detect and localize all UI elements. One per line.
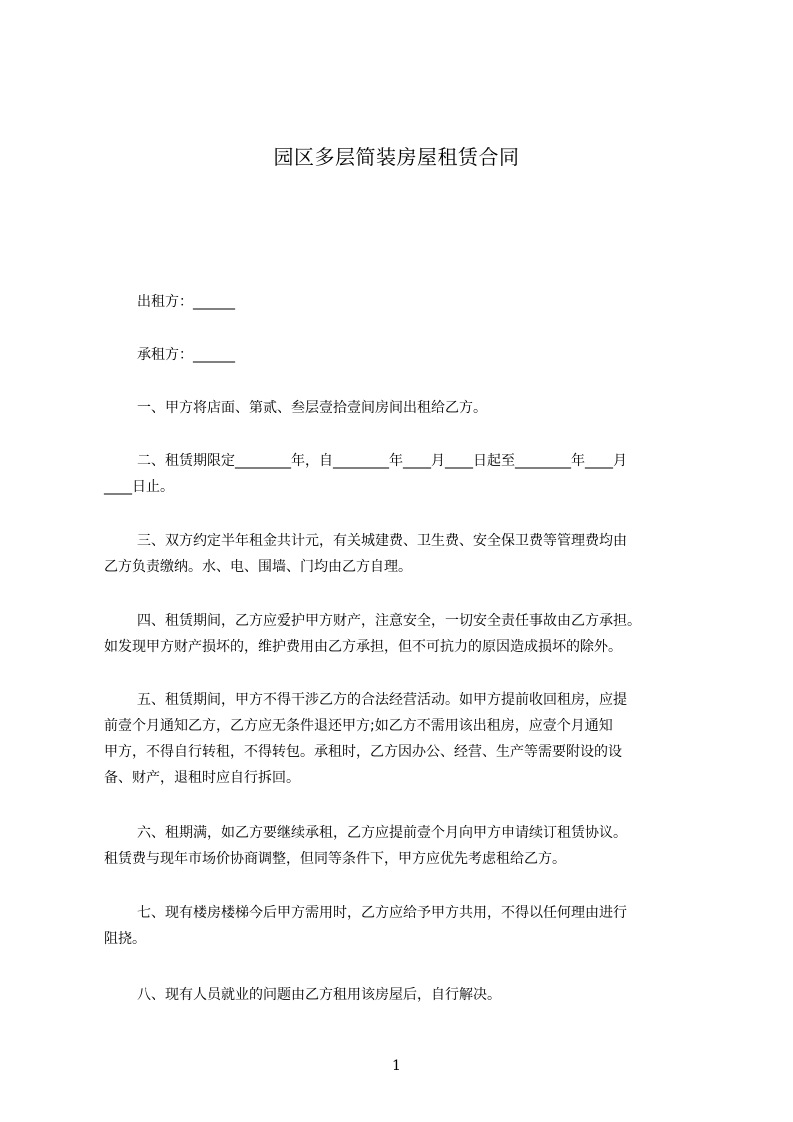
clause-line: 一、甲方将店面、第贰、叁层壹拾壹间房间出租给乙方。 xyxy=(137,400,487,416)
lessor-line: 出租方：______ xyxy=(137,294,235,310)
clause-line: 如发现甲方财产损坏的，维护费用由乙方承担，但不可抗力的原因造成损坏的除外。 xyxy=(104,639,622,655)
document-title: 园区多层简装房屋租赁合同 xyxy=(273,145,520,169)
clause-3 xyxy=(104,528,704,580)
clause-line: 四、租赁期间，乙方应爱护甲方财产，注意安全，一切安全责任事故由乙方承担。 xyxy=(137,613,641,629)
clause-line: 五、租赁期间，甲方不得干涉乙方的合法经营活动。如甲方提前收回租房，应提 xyxy=(137,692,627,708)
clause-line: 甲方，不得自行转租，不得转包。承租时，乙方因办公、经营、生产等需要附设的设 xyxy=(104,744,622,760)
clause-8 xyxy=(104,982,704,1008)
clause-6 xyxy=(104,820,704,872)
clause-line: 阻挠。 xyxy=(104,931,146,947)
clause-line: 租赁费与现年市场价协商调整，但同等条件下，甲方应优先考虑租给乙方。 xyxy=(104,851,566,867)
clause-line: 备、财产，退租时应自行拆回。 xyxy=(104,770,300,786)
clause-5 xyxy=(104,687,704,791)
clause-line: 六、租期满，如乙方要继续承租，乙方应提前壹个月向甲方申请续订租赁协议。 xyxy=(137,825,627,841)
clause-line: 八、现有人员就业的问题由乙方租用该房屋后，自行解决。 xyxy=(137,987,501,1003)
clause-1 xyxy=(104,395,704,421)
clause-line: 三、双方约定半年租金共计元，有关城建费、卫生费、安全保卫费等管理费均由 xyxy=(137,533,627,549)
clause-4 xyxy=(104,608,704,660)
clause-line: 前壹个月通知乙方，乙方应无条件退还甲方;如乙方不需用该出租房，应壹个月通知 xyxy=(104,718,613,734)
clause-line: ____日止。 xyxy=(104,479,174,495)
page-number: 1 xyxy=(392,1058,401,1074)
clause-line: 乙方负责缴纳。水、电、围墙、门均由乙方自理。 xyxy=(104,559,412,575)
clause-line: 七、现有楼房楼梯今后甲方需用时，乙方应给予甲方共用，不得以任何理由进行 xyxy=(137,905,627,921)
clause-2 xyxy=(104,448,704,500)
clause-7 xyxy=(104,900,704,952)
lessee-line: 承租方：______ xyxy=(137,347,235,363)
clause-line: 二、租赁期限定________年，自________年____月____日起至________年____月 xyxy=(137,453,627,469)
